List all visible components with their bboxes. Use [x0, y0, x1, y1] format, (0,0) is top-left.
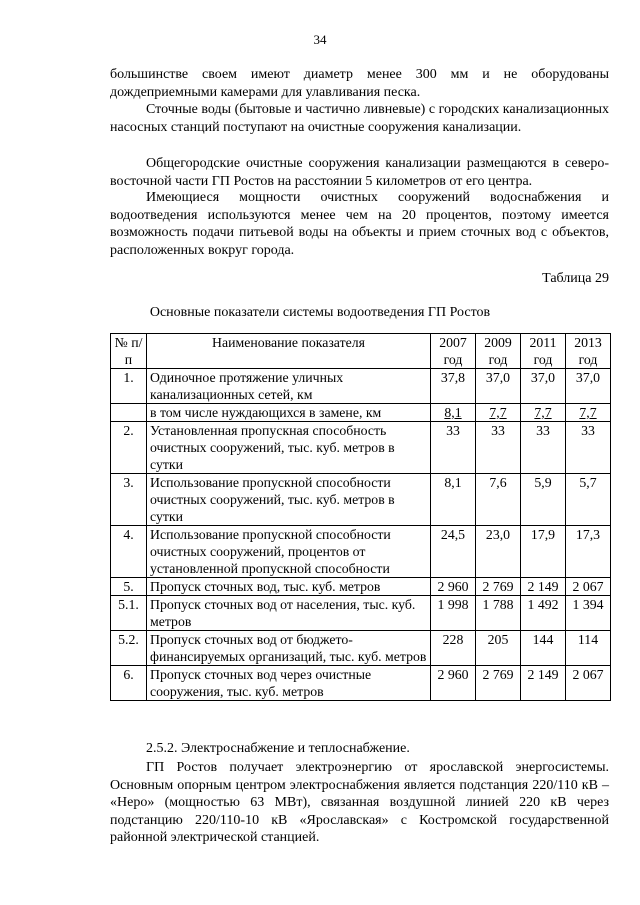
row-value: 114 — [566, 631, 611, 666]
row-name: Использование пропускной способности очистных сооружений, процентов от установленной пропускной способности — [147, 526, 431, 578]
paragraph-capacity: Имеющиеся мощности очистных сооружений водоснабжения и водоотведения используются менее чем на 20 процентов, поэтому имеется возможность подачи питьевой воды на объекты и прием сточных вод с объектов, расположенных вокруг города. — [110, 190, 609, 258]
row-value: 24,5 — [431, 526, 476, 578]
table-row — [111, 526, 611, 578]
row-value: 7,7 — [566, 404, 611, 422]
row-value: 8,1 — [431, 474, 476, 526]
row-value: 2 769 — [476, 666, 521, 701]
header-year: 2007 год — [431, 334, 476, 369]
row-value: 2 149 — [521, 578, 566, 596]
row-num: 5.1. — [111, 596, 147, 631]
row-value: 37,0 — [521, 369, 566, 404]
row-num: 2. — [111, 422, 147, 474]
row-name: Пропуск сточных вод от населения, тыс. куб. метров — [147, 596, 431, 631]
paragraph-sewer-pipes: большинстве своем имеют диаметр менее 300 мм и не оборудованы дождеприемными камерами для улавливания песка. — [110, 67, 609, 100]
row-value: 7,7 — [521, 404, 566, 422]
row-value: 144 — [521, 631, 566, 666]
row-value: 7,6 — [476, 474, 521, 526]
row-value: 228 — [431, 631, 476, 666]
paragraph-wastewater: Сточные воды (бытовые и частично ливневые) с городских канализационных насосных станций поступают на очистные сооружения канализации. — [110, 102, 609, 135]
row-value: 1 788 — [476, 596, 521, 631]
row-name: Одиночное протяжение уличных канализационных сетей, км — [147, 369, 431, 404]
row-value: 37,0 — [566, 369, 611, 404]
row-num: 6. — [111, 666, 147, 701]
row-value: 5,7 — [566, 474, 611, 526]
row-value: 33 — [521, 422, 566, 474]
row-name: Пропуск сточных вод, тыс. куб. метров — [147, 578, 431, 596]
row-value: 2 769 — [476, 578, 521, 596]
row-value: 2 067 — [566, 578, 611, 596]
table-row — [111, 596, 611, 631]
paragraph-treatment-facilities: Общегородские очистные сооружения канализации размещаются в северо-восточной части ГП Ростов на расстоянии 5 километров от его центра. — [110, 156, 609, 189]
row-value: 2 067 — [566, 666, 611, 701]
row-num — [111, 404, 147, 422]
header-year: 2013 год — [566, 334, 611, 369]
table-header-row — [111, 334, 611, 369]
row-value: 1 998 — [431, 596, 476, 631]
row-value: 2 960 — [431, 666, 476, 701]
section-heading: 2.5.2. Электроснабжение и теплоснабжение. — [146, 741, 410, 756]
table-row — [111, 666, 611, 701]
row-value: 33 — [431, 422, 476, 474]
row-num: 5. — [111, 578, 147, 596]
row-value: 1 394 — [566, 596, 611, 631]
row-name: в том числе нуждающихся в замене, км — [147, 404, 431, 422]
row-value: 37,8 — [431, 369, 476, 404]
row-value: 33 — [476, 422, 521, 474]
table-row — [111, 578, 611, 596]
row-value: 7,7 — [476, 404, 521, 422]
table-row — [111, 404, 611, 422]
table-row — [111, 422, 611, 474]
row-name: Пропуск сточных вод от бюджето-финансируемых организаций, тыс. куб. метров — [147, 631, 431, 666]
row-value: 37,0 — [476, 369, 521, 404]
row-value: 17,3 — [566, 526, 611, 578]
table-row — [111, 474, 611, 526]
table-row — [111, 369, 611, 404]
header-year: 2009 год — [476, 334, 521, 369]
row-value: 2 149 — [521, 666, 566, 701]
row-num: 3. — [111, 474, 147, 526]
table-title: Основные показатели системы водоотведения ГП Ростов — [149, 305, 491, 320]
row-value: 23,0 — [476, 526, 521, 578]
row-num: 1. — [111, 369, 147, 404]
row-value: 205 — [476, 631, 521, 666]
header-name: Наименование показателя — [147, 334, 431, 369]
header-year: 2011 год — [521, 334, 566, 369]
row-value: 33 — [566, 422, 611, 474]
row-value: 5,9 — [521, 474, 566, 526]
header-num: № п/п — [111, 334, 147, 369]
row-num: 4. — [111, 526, 147, 578]
table-caption: Таблица 29 — [542, 271, 609, 286]
table-row — [111, 631, 611, 666]
row-name: Использование пропускной способности очистных сооружений, тыс. куб. метров в сутки — [147, 474, 431, 526]
page-number: 34 — [313, 32, 327, 47]
row-value: 8,1 — [431, 404, 476, 422]
row-value: 17,9 — [521, 526, 566, 578]
row-name: Пропуск сточных вод через очистные сооружения, тыс. куб. метров — [147, 666, 431, 701]
row-value: 2 960 — [431, 578, 476, 596]
row-value: 1 492 — [521, 596, 566, 631]
paragraph-electricity: ГП Ростов получает электроэнергию от ярославской энергосистемы. Основным опорным центром электроснабжения является подстанция 220/110 кВ – «Неро» (мощностью 63 МВт), связанная воздушной линией 220 кВ через подстанцию 220/110-10 кВ «Ярославская» с Костромской государственной районной электрической станцией. — [110, 760, 609, 846]
sewerage-indicators-table — [110, 333, 611, 701]
row-name: Установленная пропускная способность очистных сооружений, тыс. куб. метров в сутки — [147, 422, 431, 474]
row-num: 5.2. — [111, 631, 147, 666]
